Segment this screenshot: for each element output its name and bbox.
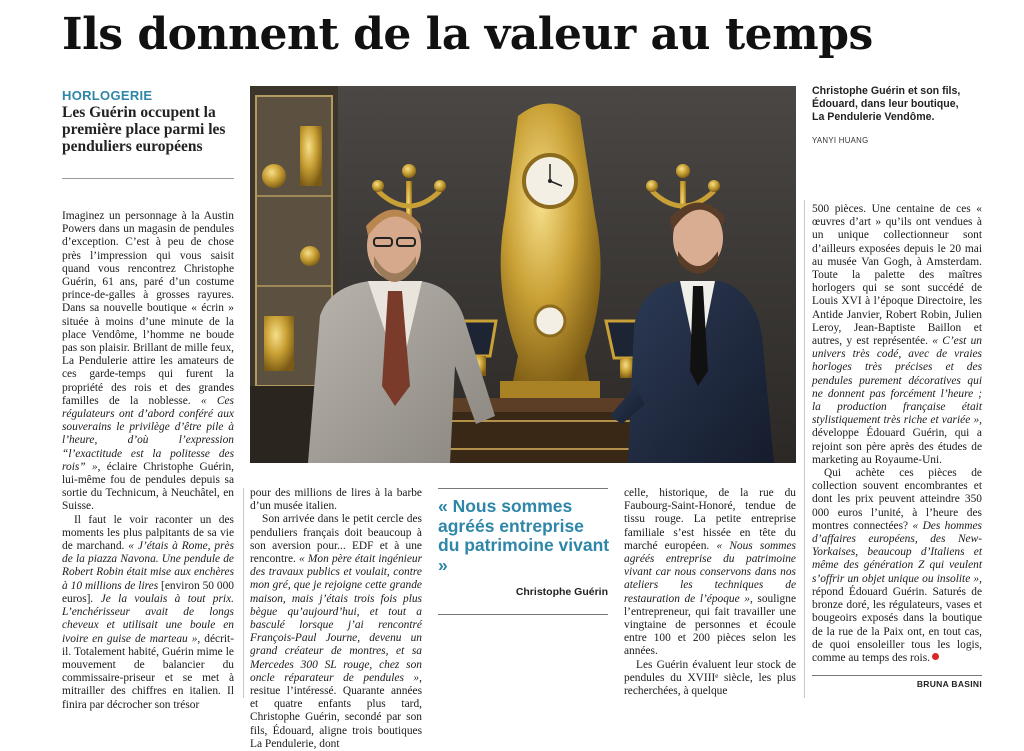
column-divider bbox=[804, 200, 805, 698]
article-column-1 bbox=[62, 210, 235, 711]
paragraph: Imaginez un personnage à la Austin Powers dans un magasin de pendules d’exception. C’est à peu de chose près l’impression qui vous saisit quand vous rencontrez Christophe Guérin, 61 ans, paré d’un costume prince-de-galles à grosses rayures. Dans sa nouvelle boutique « écrin » située à moins d’une minute de la place Vendôme, l’homme ne boude pas son plaisir. Brillant de mille feux, La Pendulerie attire les amateurs de ces garde-temps qui furent la propriété des rois et des grandes familles de la noblesse. « Ces régulateurs ont d’abord conféré aux souverains le privilège d’être pile à l’heure, d’où l’expression “l’exactitude est la politesse des rois” », éclaire Christophe Guérin, lui-même fou de pendules depuis sa sortie du Technicum, à Neuchâtel, en Suisse. bbox=[62, 210, 234, 513]
paragraph: pour des millions de lires à la barbe d’un musée italien. bbox=[250, 487, 422, 513]
photo-credit: YANYI HUANG bbox=[812, 136, 869, 145]
article-column-4 bbox=[812, 203, 982, 671]
article-column-2 bbox=[250, 487, 423, 750]
page-title: Ils donnent de la valeur au temps bbox=[62, 9, 873, 60]
column-divider bbox=[243, 488, 244, 698]
article-subhead: Les Guérin occupent la première place parmi les penduliers européens bbox=[62, 104, 226, 155]
quote-top-rule bbox=[438, 488, 608, 489]
paragraph: celle, historique, de la rue du Faubourg-Saint-Honoré, tendue de tissu rouge. La petite entreprise familiale s’est hissée en tête du marché européen. « Nous sommes agréés entreprise du patrimoine vivant car nous conservons dans nos ateliers les techniques de restauration de l’époque », souligne l’entrepreneur, qui fait travailler une vingtaine de personnes et écoule entre 100 et 200 pièces selon les années. bbox=[624, 487, 797, 658]
byline-rule bbox=[812, 675, 982, 676]
paragraph: Son arrivée dans le petit cercle des penduliers français doit beaucoup à son aversion pour... EDF et à une rencontre. « Mon père était ingénieur des travaux publics et voulait, contre mon gré, que je rejoigne cette grande maison, mais j’étais trois fois plus bègue qu’aujourd’hui, et tout a basculé lorsque j’ai rencontré François-Paul Journe, devenu un grand créateur de montres, et sa Mercedes 300 SL rouge, chez son oncle réparateur de pendules », resitue l’intéressé. Quarante années et quatre enfants plus tard, Christophe Guérin, secondé par son fils, Édouard, aligne trois boutiques La Pendulerie, dont bbox=[250, 513, 423, 750]
pull-quote-author: Christophe Guérin bbox=[515, 586, 608, 598]
paragraph: 500 pièces. Une centaine de ces « œuvres d’art » qu’ils ont vendues à un unique collectionneur sont d’ailleurs exposées depuis le 20 mai au musée Van Gogh, à Amsterdam. Toute la palette des maîtres horlogers qui se sont succédé de Louis XVI à l’époque Directoire, les Antide Janvier, Robert Robin, Julien Leroy, Jean-Baptiste Baillon et autres, y est représentée. « C’est un univers très codé, avec de vraies horloges très précises et des pendules purement décoratives qui ne donnent pas forcément l’heure ; la production française était stylistiquement très riche et variée », développe Édouard Guérin, qui a rejoint son père après des études de marketing au Royaume-Uni. bbox=[812, 203, 982, 466]
boutique-photo-illustration bbox=[250, 86, 796, 463]
quote-bottom-rule bbox=[438, 614, 608, 615]
subhead-divider bbox=[62, 178, 234, 179]
pull-quote: « Nous sommes agréés entreprise du patrimoine vivant » bbox=[438, 496, 610, 575]
article-photo bbox=[250, 86, 796, 463]
paragraph: Il faut le voir raconter un des moments les plus palpitants de sa vie de marchand. « J’étais à Rome, près de la piazza Navona. Une pendule de Robert Robin était mise aux enchères à 10 millions de lires [environ 50 000 euros]. Je la voulais à tout prix. L’enchérisseur avait de longs cheveux et utilisait une boule en ivoire en guise de marteau », décrit-il. Totalement habité, Guérin mime le mouvement de balancier du commissaire-priseur et se met à mitrailler des chiffres en italien. Il finira par décrocher son trésor bbox=[62, 513, 235, 711]
paragraph: Qui achète ces pièces de collection souvent encombrantes et dont les prix peuvent atteindre 350 000 euros l’unité, à l’heure des montres connectées? « Des hommes d’affaires européens, des New-Yorkaises, beaucoup d’Italiens et même des génération Z qui veulent s’offrir un objet unique ou insolite », répond Édouard Guérin. Saturés de bronze doré, les régulateurs, vases et bougeoirs exposés dans la boutique de la rue de la Paix ont, en tout cas, de quoi ensoleiller tous les logis, comme au temps des rois. bbox=[812, 467, 982, 664]
end-of-article-dot bbox=[932, 653, 939, 660]
section-rubric: HORLOGERIE bbox=[62, 88, 153, 103]
photo-caption: Christophe Guérin et son fils, Édouard, dans leur boutique, La Pendulerie Vendôme. bbox=[812, 85, 961, 123]
article-byline: BRUNA BASINI bbox=[916, 679, 982, 689]
article-column-3 bbox=[624, 487, 796, 698]
paragraph: Les Guérin évaluent leur stock de pendules du XVIIIᵉ siècle, les plus recherchées, à quelque bbox=[624, 658, 796, 698]
